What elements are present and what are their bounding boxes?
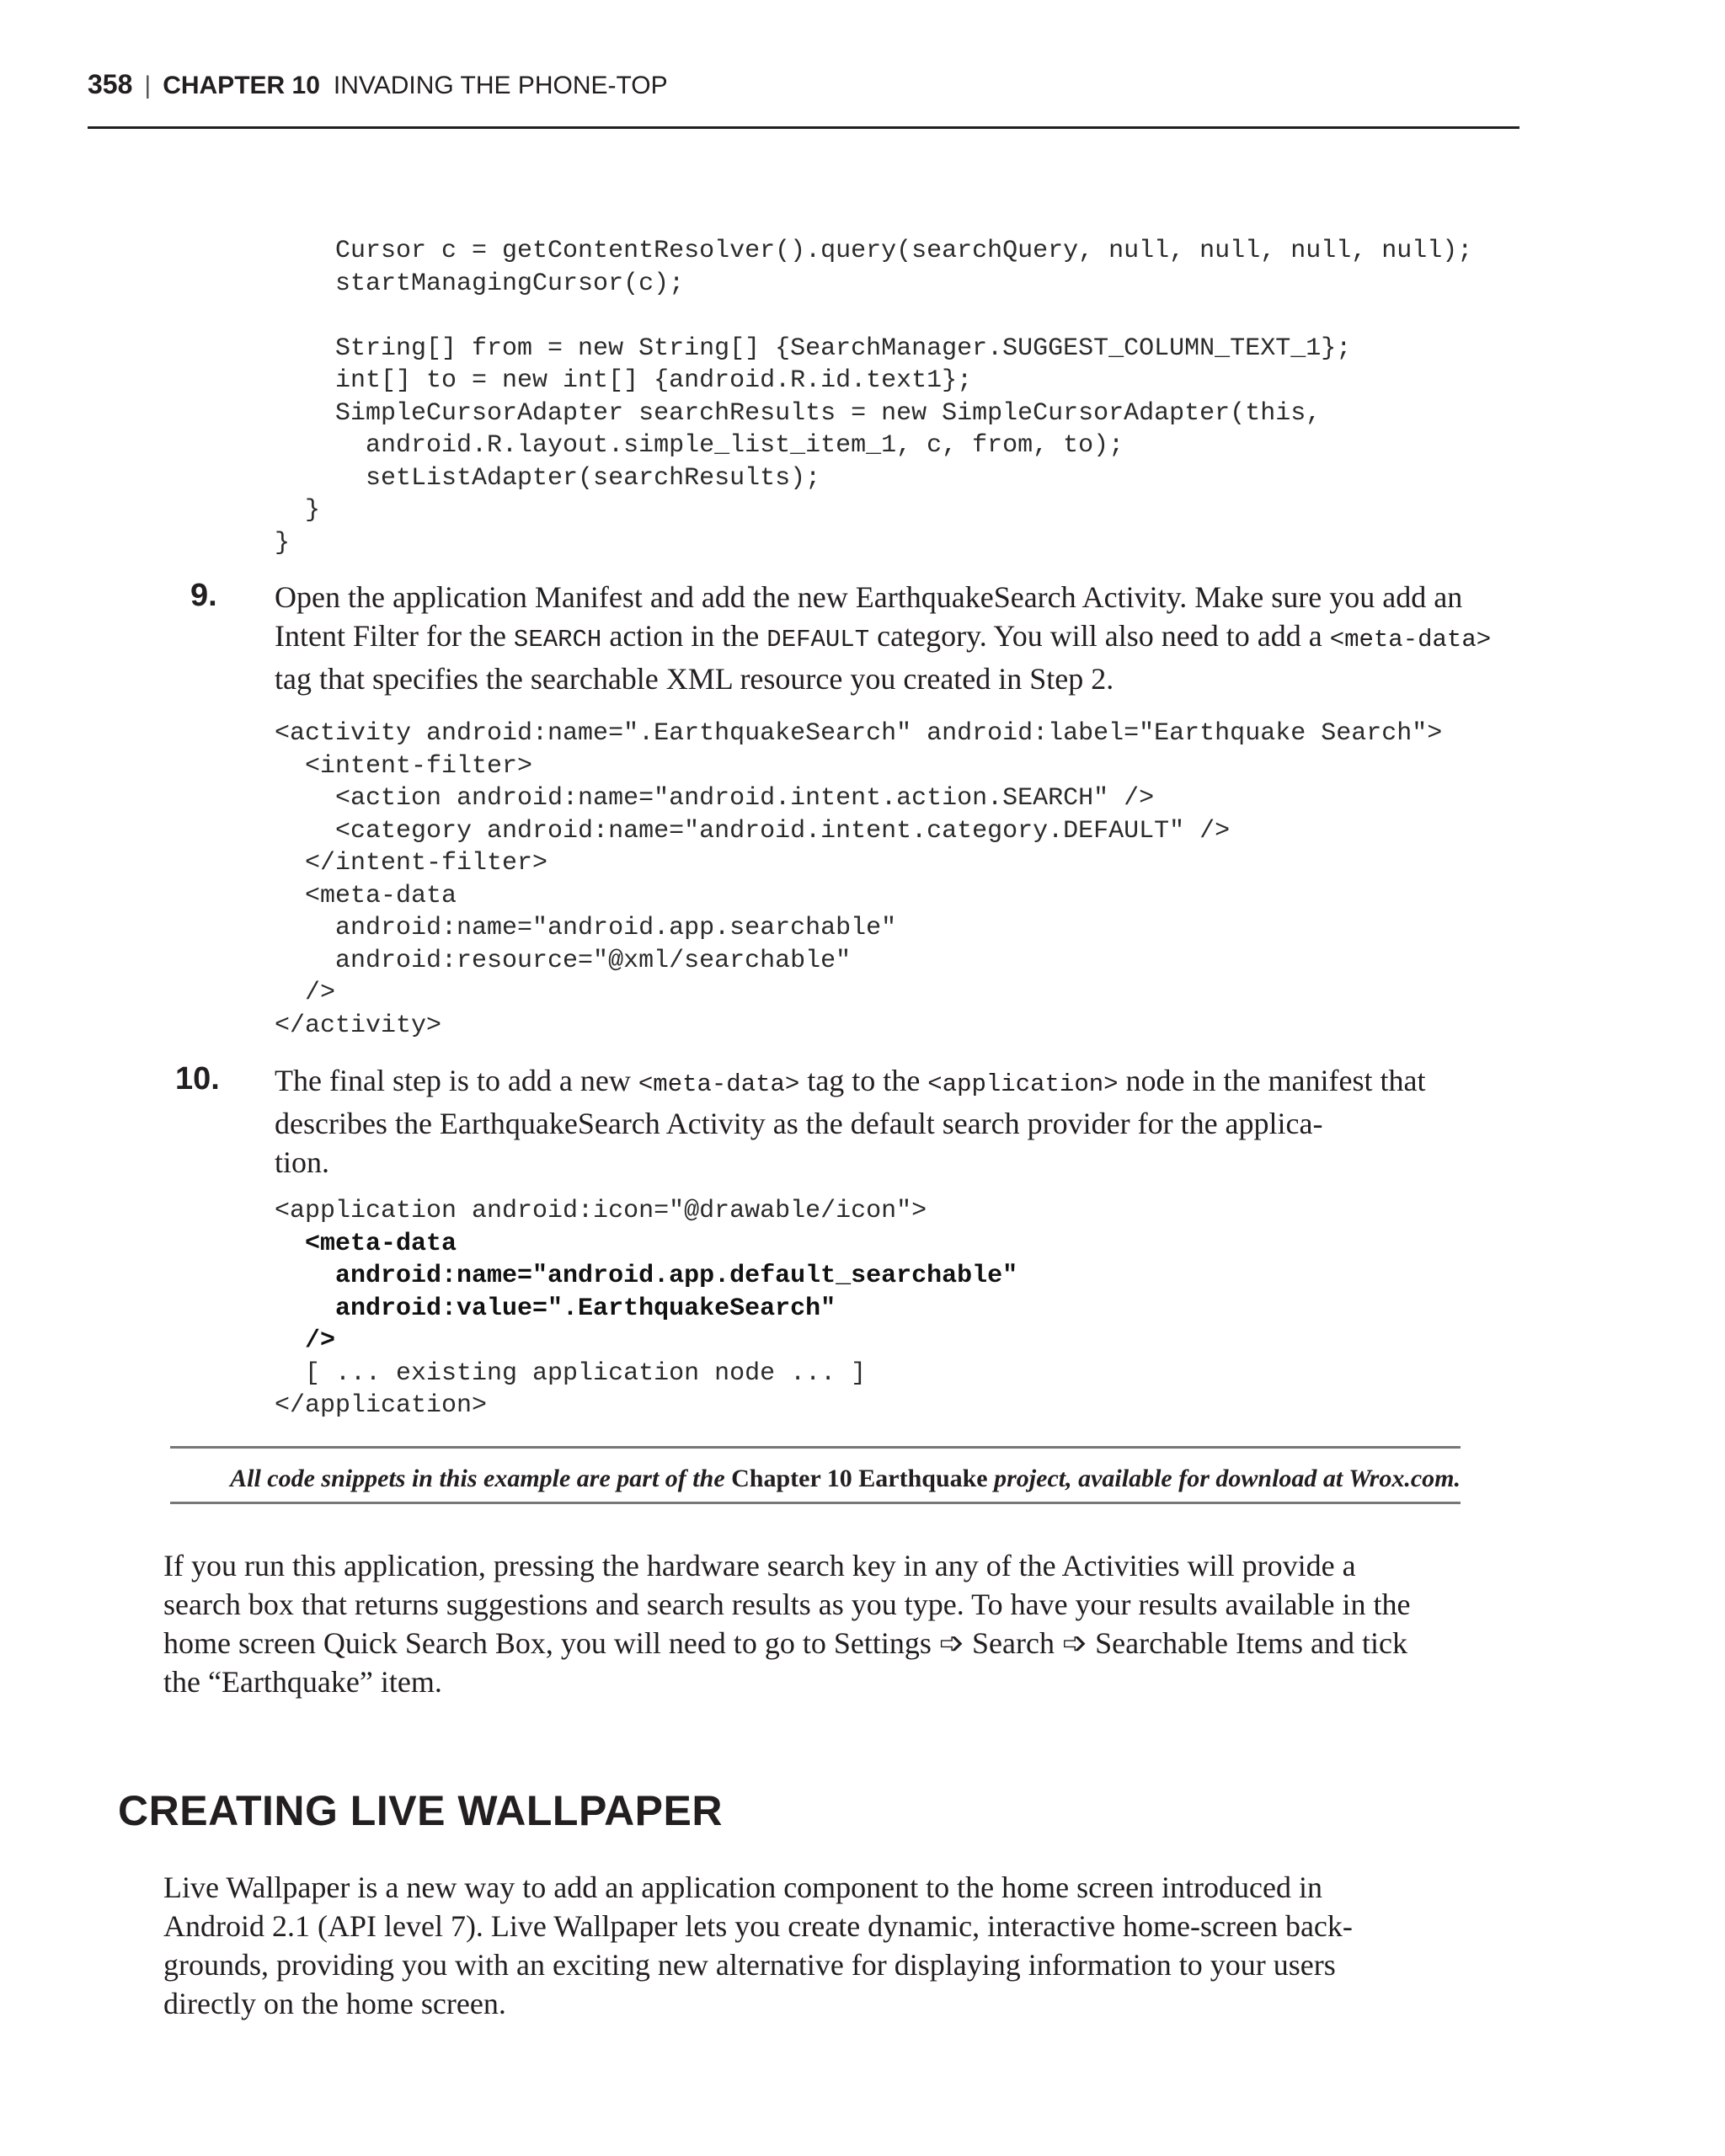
step-10-text-part: tion. — [275, 1145, 330, 1179]
text-line: directly on the home screen. — [163, 1987, 506, 2020]
text-line: Android 2.1 (API level 7). Live Wallpaper lets you create dynamic, interactive home-screen back- — [163, 1909, 1353, 1943]
code-line: <action android:name="android.intent.action.SEARCH" /> — [275, 784, 1155, 813]
note-project-name: Chapter 10 Earthquake — [731, 1465, 988, 1492]
download-note — [170, 1460, 1461, 1498]
section-heading: CREATING LIVE WALLPAPER — [118, 1787, 723, 1834]
code-listing-search-activity — [275, 235, 1472, 559]
chapter-label: CHAPTER 10 — [163, 72, 320, 99]
code-line: /> — [275, 979, 336, 1007]
step-9-text-part: tag that specifies the searchable XML resource you created in Step 2. — [275, 662, 1114, 696]
code-listing-manifest-activity — [275, 718, 1442, 1042]
code-line-bold: <meta-data — [275, 1229, 457, 1258]
body-paragraph-live-wallpaper — [163, 1868, 1545, 2023]
text-line: grounds, providing you with an exciting new alternative for displaying information to your users — [163, 1948, 1336, 1982]
code-line-bold: android:value=".EarthquakeSearch" — [275, 1294, 836, 1323]
text-line: If you run this application, pressing the hardware search key in any of the Activities will provide a — [163, 1549, 1356, 1582]
code-line: android.R.layout.simple_list_item_1, c, from, to); — [275, 431, 1124, 460]
code-listing-application-node — [275, 1195, 1017, 1422]
step-10-text-part: node in the manifest that describes the EarthquakeSearch Activity as the default search provider for the applica- — [275, 1064, 1426, 1140]
inline-code-meta-data: <meta-data> — [1329, 626, 1492, 654]
note-text: project, available for download at Wrox.com. — [987, 1465, 1461, 1492]
code-line-bold: android:name="android.app.default_searchable" — [275, 1262, 1018, 1290]
inline-code-meta-data: <meta-data> — [638, 1070, 800, 1098]
text-line: home screen Quick Search Box, you will need to go to Settings ➩ Search ➩ Searchable Items and tick — [163, 1626, 1407, 1660]
step-9-text-part: Open the application Manifest and add the new EarthquakeSearch Activity. Make sure you add an Intent Filter for the — [275, 580, 1463, 653]
code-line: Cursor c = getContentResolver().query(searchQuery, null, null, null, null); — [275, 237, 1473, 265]
code-line: android:resource="@xml/searchable" — [275, 946, 852, 975]
step-number-10: 10. — [175, 1061, 220, 1097]
inline-code-search: SEARCH — [513, 626, 602, 654]
body-paragraph-search — [163, 1546, 1545, 1701]
header-separator: | — [144, 72, 152, 99]
text-line: the “Earthquake” item. — [163, 1665, 442, 1699]
code-line: String[] from = new String[] {SearchManager.SUGGEST_COLUMN_TEXT_1}; — [275, 334, 1352, 363]
step-number-9: 9. — [190, 578, 217, 613]
header-rule — [88, 126, 1519, 129]
text-line: Live Wallpaper is a new way to add an application component to the home screen introduced in — [163, 1870, 1322, 1904]
code-line: } — [275, 528, 291, 558]
code-line: SimpleCursorAdapter searchResults = new SimpleCursorAdapter(this, — [275, 398, 1322, 428]
code-line: setListAdapter(searchResults); — [275, 463, 821, 493]
code-line: } — [275, 496, 321, 525]
page-number: 358 — [88, 69, 133, 99]
code-line: [ ... existing application node ... ] — [275, 1358, 867, 1388]
note-rule-bottom — [170, 1502, 1461, 1504]
note-text: All code snippets in this example are part of the — [230, 1465, 732, 1492]
code-line: </intent-filter> — [275, 849, 548, 878]
code-line: <intent-filter> — [275, 751, 533, 781]
code-line: <application android:icon="@drawable/icon"> — [275, 1197, 927, 1225]
step-9-text-part: action in the — [601, 619, 767, 653]
text-line: search box that returns suggestions and search results as you type. To have your results available in the — [163, 1588, 1411, 1621]
step-9-text — [275, 578, 1504, 698]
note-rule-top — [170, 1446, 1461, 1449]
code-line: </activity> — [275, 1011, 442, 1040]
step-10-text-part: tag to the — [799, 1064, 928, 1097]
inline-code-application: <application> — [927, 1070, 1119, 1098]
code-line: <meta-data — [275, 881, 457, 910]
inline-code-default: DEFAULT — [766, 626, 870, 654]
running-header — [88, 67, 668, 103]
code-line: startManagingCursor(c); — [275, 269, 685, 298]
step-10-text — [275, 1061, 1504, 1182]
code-line: <activity android:name=".EarthquakeSearch" android:label="Earthquake Search"> — [275, 719, 1443, 748]
step-9-text-part: category. You will also need to add a — [869, 619, 1330, 653]
code-line: int[] to = new int[] {android.R.id.text1}; — [275, 366, 973, 395]
code-line: <category android:name="android.intent.category.DEFAULT" /> — [275, 816, 1231, 846]
chapter-title: INVADING THE PHONE-TOP — [333, 72, 668, 99]
code-line: </application> — [275, 1391, 488, 1420]
step-10-text-part: The final step is to add a new — [275, 1064, 638, 1097]
code-line-bold: /> — [275, 1326, 336, 1355]
code-line: android:name="android.app.searchable" — [275, 914, 897, 942]
